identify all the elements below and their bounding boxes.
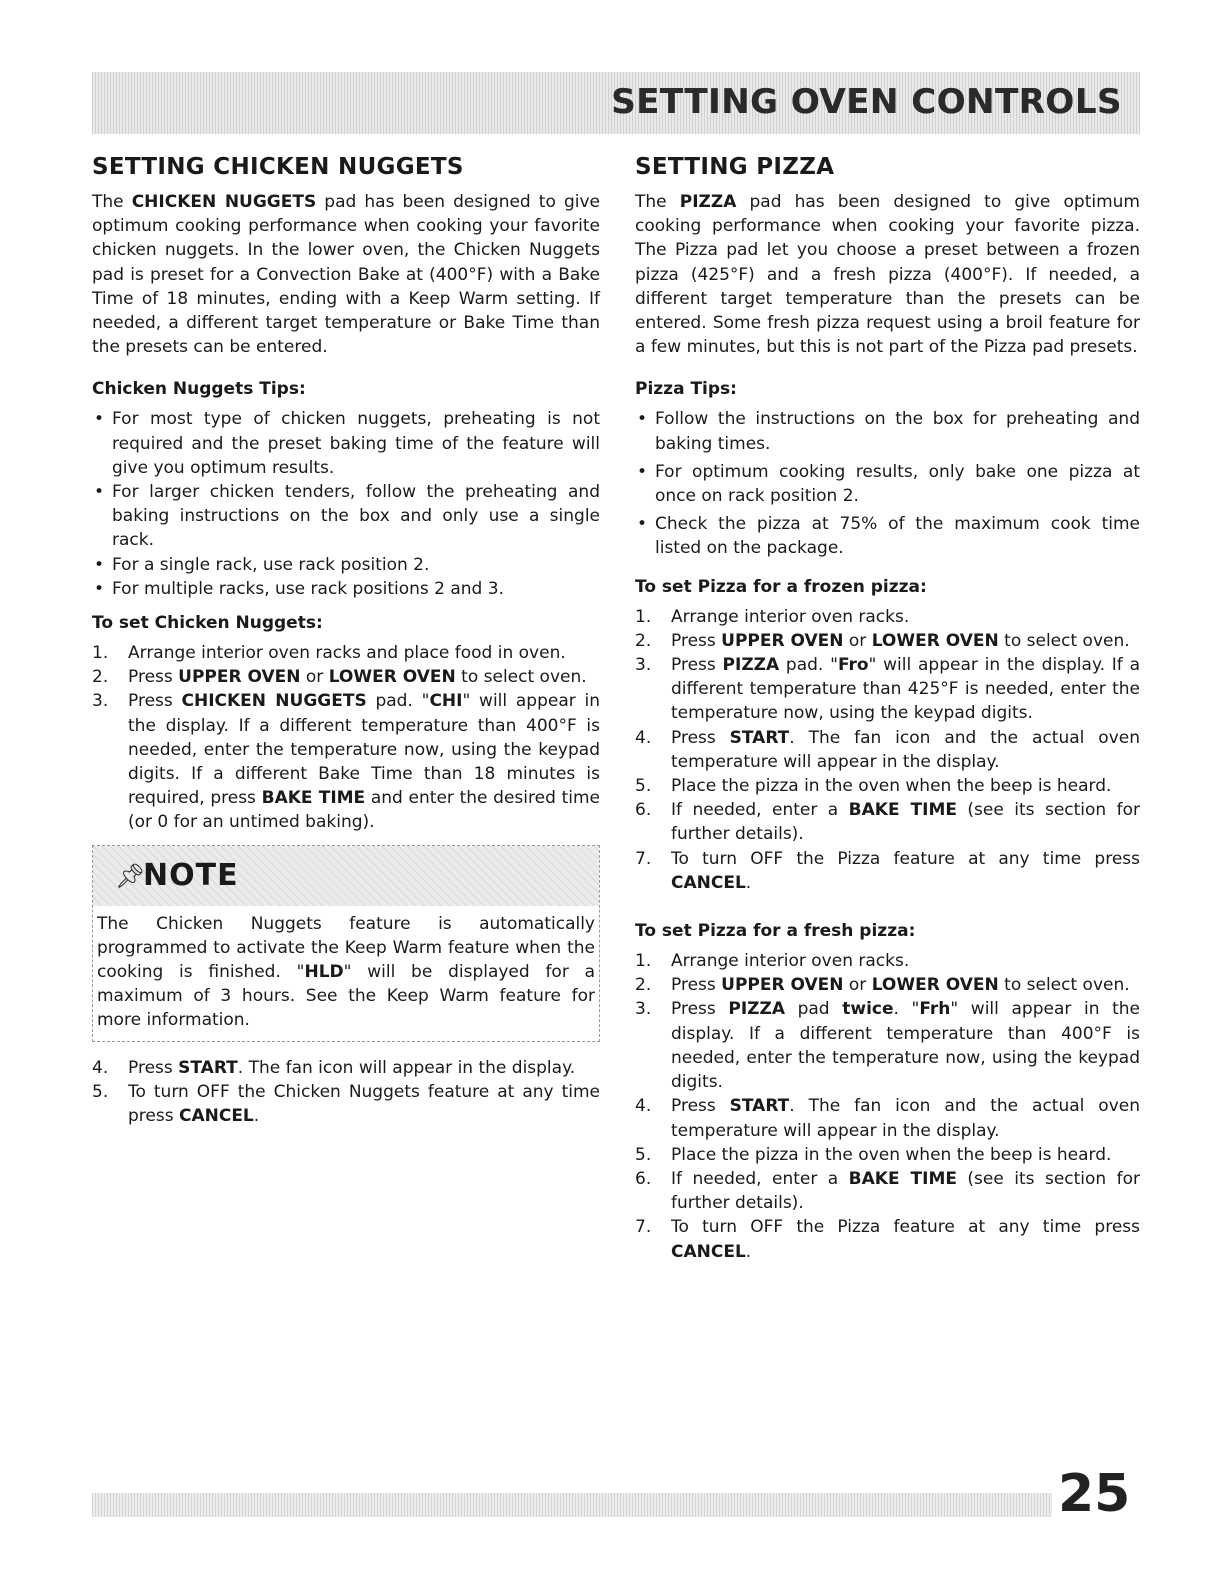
chicken-nuggets-heading: SETTING CHICKEN NUGGETS xyxy=(92,154,464,180)
frozen-pizza-heading: To set Pizza for a frozen pizza: xyxy=(635,576,927,597)
step-number: 1. xyxy=(635,951,652,972)
footer-bar xyxy=(92,1493,1052,1517)
note-header xyxy=(93,846,599,906)
step-item: 1. Arrange interior oven racks and place food in oven. xyxy=(92,641,600,665)
step-item: 2. Press UPPER OVEN or LOWER OVEN to select oven. xyxy=(92,665,600,689)
frozen-pizza-steps-list xyxy=(635,605,1140,895)
step-number: 5. xyxy=(635,776,652,797)
step-number: 6. xyxy=(635,800,652,821)
step-number: 2. xyxy=(92,667,109,688)
page-section-title: SETTING OVEN CONTROLS xyxy=(611,82,1122,122)
step-number: 1. xyxy=(92,643,109,664)
pizza-heading: SETTING PIZZA xyxy=(635,154,835,180)
step-item: 4. Press START. The fan icon will appear in the display. xyxy=(92,1056,600,1080)
step-item: 2. Press UPPER OVEN or LOWER OVEN to select oven. xyxy=(635,973,1140,997)
step-number: 7. xyxy=(635,848,652,869)
step-item: 5. Place the pizza in the oven when the beep is heard. xyxy=(635,774,1140,798)
step-number: 5. xyxy=(92,1081,109,1102)
tip-item: • For larger chicken tenders, follow the preheating and baking instructions on the box and only use a single rack. xyxy=(92,480,600,553)
pizza-column xyxy=(635,152,1140,1274)
chicken-nuggets-steps-list-continued xyxy=(92,1056,600,1129)
chicken-nuggets-steps-heading: To set Chicken Nuggets: xyxy=(92,613,323,634)
tip-item: • For multiple racks, use rack positions 2 and 3. xyxy=(92,577,600,601)
step-number: 3. xyxy=(92,691,109,712)
step-item: 5. Place the pizza in the oven when the beep is heard. xyxy=(635,1143,1140,1167)
tip-item: • Check the pizza at 75% of the maximum cook time listed on the package. xyxy=(635,512,1140,560)
tip-item: • For most type of chicken nuggets, preheating is not required and the preset baking time of the feature will give you optimum results. xyxy=(92,407,600,480)
step-number: 2. xyxy=(635,975,652,996)
note-text: The Chicken Nuggets feature is automatically programmed to activate the Keep Warm feature when the cooking is finished. "HLD" will be displayed for a maximum of 3 hours. See the Keep Warm feature for more information. xyxy=(97,913,595,1031)
step-number: 4. xyxy=(635,727,652,748)
step-number: 1. xyxy=(635,606,652,627)
step-item: 7. To turn OFF the Pizza feature at any time press CANCEL. xyxy=(635,1217,1140,1262)
step-number: 4. xyxy=(635,1096,652,1117)
chicken-nuggets-column xyxy=(92,152,600,1138)
step-number: 5. xyxy=(635,1144,652,1165)
page-number: 25 xyxy=(1058,1464,1131,1524)
step-item: 6. If needed, enter a BAKE TIME (see its section for further details). xyxy=(635,800,1140,845)
fresh-pizza-heading: To set Pizza for a fresh pizza: xyxy=(635,921,916,942)
step-number: 6. xyxy=(635,1168,652,1189)
step-item: 1. Arrange interior oven racks. xyxy=(635,605,1140,629)
chicken-nuggets-tips-list xyxy=(92,407,600,601)
step-number: 4. xyxy=(92,1057,109,1078)
note-box xyxy=(92,845,600,1042)
tip-item: • Follow the instructions on the box for preheating and baking times. xyxy=(635,407,1140,455)
pizza-intro: The PIZZA pad has been designed to give optimum cooking performance when cooking your favorite pizza. The Pizza pad let you choose a preset between a frozen pizza (425°F) and a fresh pizza (400°F). If needed, a different target temperature than the presets can be entered. Some fresh pizza request using a broil feature for a few minutes, but this is not part of the Pizza pad presets. xyxy=(635,192,1140,358)
step-item: 5. To turn OFF the Chicken Nuggets feature at any time press CANCEL. xyxy=(92,1081,600,1127)
step-item: 4. Press START. The fan icon and the actual oven temperature will appear in the display. xyxy=(635,1096,1140,1141)
fresh-pizza-steps-list xyxy=(635,949,1140,1264)
step-item: 6. If needed, enter a BAKE TIME (see its section for further details). xyxy=(635,1168,1140,1214)
step-item: 3. Press PIZZA pad twice. "Frh" will appear in the display. If a different temperature than 400°F is needed, enter the temperature now, using the keypad digits. xyxy=(635,999,1140,1093)
step-item: 2. Press UPPER OVEN or LOWER OVEN to select oven. xyxy=(635,629,1140,653)
step-item: 4. Press START. The fan icon and the actual oven temperature will appear in the display. xyxy=(635,727,1140,772)
tip-item: • For optimum cooking results, only bake one pizza at once on rack position 2. xyxy=(635,460,1140,508)
chicken-nuggets-steps-list xyxy=(92,641,600,835)
note-label: NOTE xyxy=(143,857,239,893)
step-item: 3. Press CHICKEN NUGGETS pad. "CHI" will appear in the display. If a different temperature than 400°F is needed, enter the temperature now, using the keypad digits. If a different Bake Time than 18 minutes is required, press BAKE TIME and enter the desired time (or 0 for an untimed baking). xyxy=(92,691,600,833)
chicken-nuggets-intro: The CHICKEN NUGGETS pad has been designed to give optimum cooking performance when cooking your favorite chicken nuggets. In the lower oven, the Chicken Nuggets pad is preset for a Convection Bake at (400°F) with a Bake Time of 18 minutes, ending with a Keep Warm setting. If needed, a different target temperature or Bake Time than the presets can be entered. xyxy=(92,192,600,358)
step-item: 3. Press PIZZA pad. "Fro" will appear in the display. If a different temperature than 425°F is needed, enter the temperature now, using the keypad digits. xyxy=(635,655,1140,724)
pizza-tips-list xyxy=(635,407,1140,560)
step-number: 3. xyxy=(635,999,652,1020)
step-number: 2. xyxy=(635,630,652,651)
chicken-nuggets-tips-heading: Chicken Nuggets Tips: xyxy=(92,379,306,400)
step-item: 7. To turn OFF the Pizza feature at any time press CANCEL. xyxy=(635,848,1140,893)
step-item: 1. Arrange interior oven racks. xyxy=(635,949,1140,973)
pushpin-icon: 📌︎ xyxy=(115,861,146,890)
step-number: 3. xyxy=(635,655,652,676)
section-header-banner xyxy=(92,72,1140,134)
step-number: 7. xyxy=(635,1217,652,1238)
tip-item: • For a single rack, use rack position 2. xyxy=(92,553,600,577)
pizza-tips-heading: Pizza Tips: xyxy=(635,379,737,400)
